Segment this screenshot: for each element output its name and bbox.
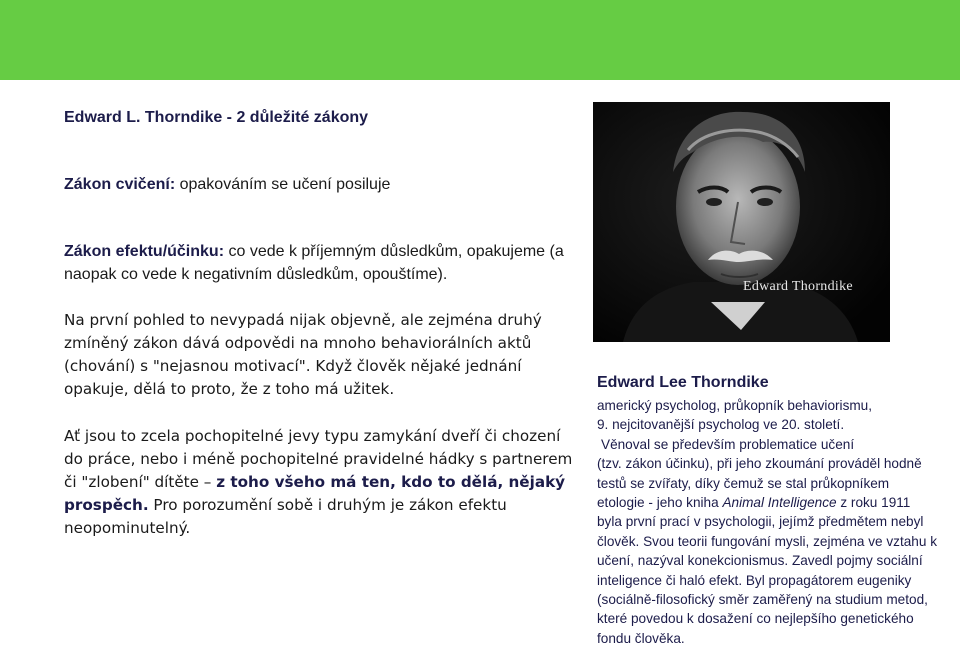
thorndike-portrait <box>593 102 890 342</box>
examples-text-start: Ať jsou to zcela pochopitelné jevy typu zamykání dveří či chození do práce, nebo i méně pochopitelné pravidelné hádky s partnerem či "zlobení" dítěte – <box>64 427 573 491</box>
explanation-paragraph: Na první pohled to nevypadá nijak objevně, ale zejména druhý zmíněný zákon dává odpovědi na mnoho behaviorálních aktů (chování) s "nejasnou motivací". Když člověk nějaké jednání opakuje, dělá to proto, že z toho má užitek. <box>64 311 542 398</box>
bio-line-2: 9. nejcitovanější psycholog ve 20. století. <box>597 417 845 433</box>
law-of-exercise <box>64 173 574 196</box>
law-of-effect-text: co vede k příjemným důsledkům, opakujeme (a naopak co vede k negativním důsledkům, opouštíme). <box>64 243 564 283</box>
bio-line-3: Věnoval se především problematice učení <box>601 436 855 452</box>
examples-bold-text: z toho všeho má ten, kdo to dělá, nějaký prospěch. <box>64 473 566 514</box>
portrait-illustration <box>593 102 890 342</box>
main-text-column <box>64 106 574 540</box>
law-of-effect <box>64 240 574 286</box>
top-accent-bar <box>0 0 960 80</box>
examples-paragraph <box>64 425 574 540</box>
bio-name: Edward Lee Thorndike <box>597 374 769 391</box>
bio-line-1: americký psycholog, průkopník behaviorismu, <box>597 398 873 413</box>
bio-text-2: z roku 1911 byla první prací v psychologii, jejímž předmětem nebyl člověk. Svou teorii fungování mysli, zejména ve vztahu k učení, nazýval konekcionismus. Zavedl pojmy sociální inteligence či haló efekt. Byl propagátorem eugeniky (sociálně-filosofický směr zaměřený na studium metod, které povedou k dosažení co nejlepšího genetického fondu člověka. <box>597 495 938 646</box>
law-of-exercise-text: opakováním se učení posiluje <box>175 176 391 193</box>
law-of-exercise-label: Zákon cvičení: <box>64 176 176 193</box>
bio-text-1: (tzv. zákon účinku), při jeho zkoumání prováděl hodně testů se zvířaty, díky čemuž se stal průkopníkem etologie - jeho kniha <box>597 456 922 511</box>
slide-title: Edward L. Thorndike - 2 důležité zákony <box>64 109 369 126</box>
bio-column <box>597 372 937 648</box>
book-title: Animal Intelligence <box>722 495 837 511</box>
portrait-caption: Edward Thorndike <box>743 279 853 294</box>
bio-paragraph <box>597 454 937 648</box>
law-of-effect-label: Zákon efektu/účinku: <box>64 243 225 260</box>
examples-text-end: Pro porozumění sobě i druhým je zákon efektu neopominutelný. <box>64 496 507 537</box>
